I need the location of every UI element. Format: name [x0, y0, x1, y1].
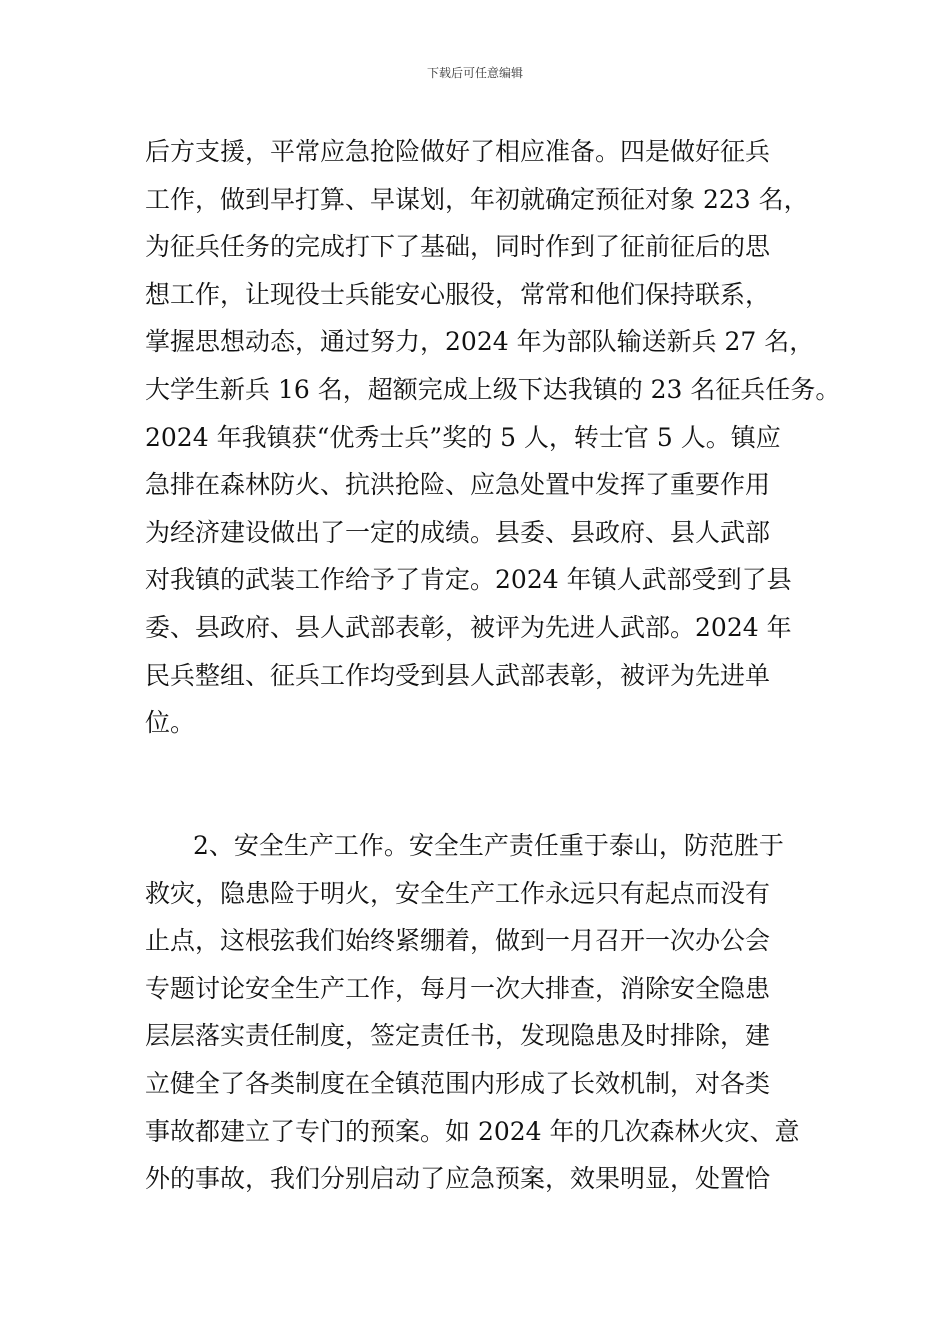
text-line: 想工作，让现役士兵能安心服役，常常和他们保持联系， [145, 279, 771, 309]
text-line: 专题讨论安全生产工作，每月一次大排查，消除安全隐患 [145, 973, 771, 1003]
text-line: 委、县政府、县人武部表彰，被评为先进人武部。2024 年 [145, 612, 792, 642]
text-line: 止点，这根弦我们始终紧绷着，做到一月召开一次办公会 [145, 926, 771, 956]
text-line: 工作，做到早打算、早谋划，年初就确定预征对象 223 名， [145, 184, 809, 214]
text-line: 立健全了各类制度在全镇范围内形成了长效机制，对各类 [145, 1068, 771, 1098]
text-line: 事故都建立了专门的预案。如 2024 年的几次森林火灾、意 [145, 1116, 800, 1146]
text-line: 大学生新兵 16 名，超额完成上级下达我镇的 23 名征兵任务。 [145, 374, 841, 404]
paragraph-safety-production [145, 822, 820, 1203]
text-line: 外的事故，我们分别启动了应急预案，效果明显，处置恰 [145, 1164, 771, 1194]
text-line: 急排在森林防火、抗洪抢险、应急处置中发挥了重要作用 [145, 470, 771, 500]
paragraph-militia-conscription [145, 128, 841, 747]
text-line: 救灾，隐患险于明火，安全生产工作永远只有起点而没有 [145, 878, 771, 908]
page-header: 下载后可任意编辑 [426, 66, 523, 80]
text-line: 民兵整组、征兵工作均受到县人武部表彰，被评为先进单 [145, 660, 771, 690]
text-line: 掌握思想动态，通过努力，2024 年为部队输送新兵 27 名， [145, 327, 815, 357]
text-line-indented: 2、安全生产工作。安全生产责任重于泰山，防范胜于 [193, 831, 784, 860]
text-line: 为经济建设做出了一定的成绩。县委、县政府、县人武部 [145, 517, 771, 547]
text-line: 层层落实责任制度，签定责任书，发现隐患及时排除，建 [145, 1021, 771, 1051]
text-line: 2024 年我镇获“优秀士兵”奖的 5 人，转士官 5 人。镇应 [145, 422, 781, 452]
text-line: 为征兵任务的完成打下了基础，同时作到了征前征后的思 [145, 232, 771, 262]
text-line: 对我镇的武装工作给予了肯定。2024 年镇人武部受到了县 [145, 565, 792, 595]
text-line: 后方支援，平常应急抢险做好了相应准备。四是做好征兵 [145, 137, 771, 166]
text-line: 位。 [145, 708, 196, 738]
